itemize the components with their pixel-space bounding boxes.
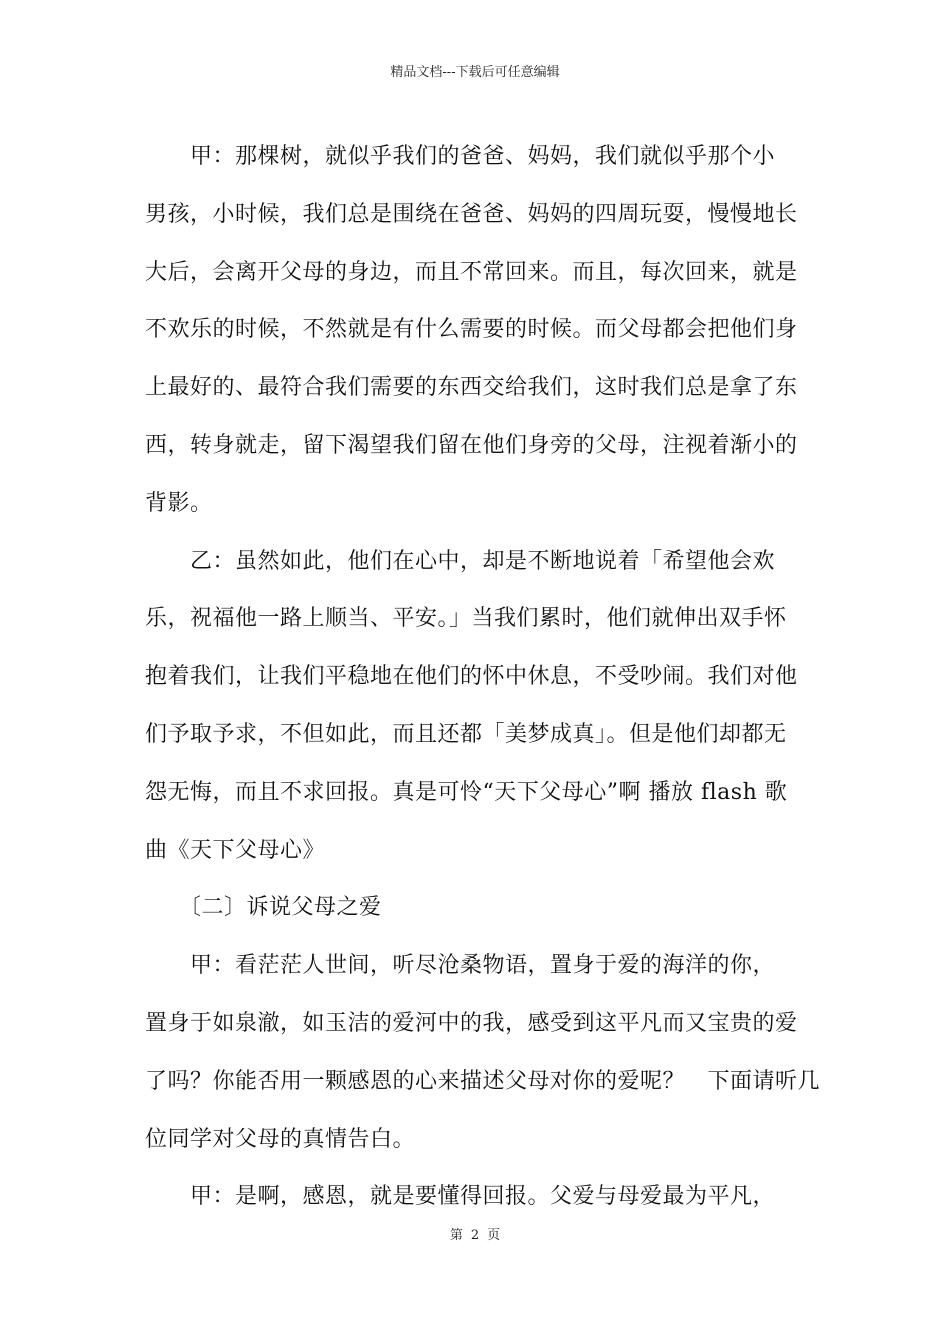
text-line: 甲：是啊，感恩，就是要懂得回报。父爱与母爱最为平凡， <box>145 1184 776 1210</box>
text-line: 不欢乐的时候，不然就是有什么需要的时候。而父母都会把他们身 <box>145 317 798 343</box>
text-line: 西，转身就走，留下渴望我们留在他们身旁的父母，注视着渐小的 <box>145 432 798 458</box>
text-line: 位同学对父母的真情告白。 <box>145 1126 416 1152</box>
page-footer <box>0 1227 950 1245</box>
page-number: 2 <box>470 1228 480 1243</box>
text-line: 大后，会离开父母的身边，而且不常回来。而且，每次回来，就是 <box>145 259 798 285</box>
text-line: 男孩，小时候，我们总是围绕在爸爸、妈妈的四周玩耍，慢慢地长 <box>145 201 798 227</box>
text-line: 置身于如泉澈，如玉洁的爱河中的我，感受到这平凡而又宝贵的爱 <box>145 1010 798 1036</box>
paragraph <box>145 533 807 880</box>
text-line: 怨无悔，而且不求回报。真是可怜“天下父母心”啊 播放 flash 歌 <box>145 779 788 805</box>
text-line: 乙：虽然如此，他们在心中，却是不断地说着「希望他会欢 <box>145 548 776 574</box>
text-line: 甲：那棵树，就似乎我们的爸爸、妈妈，我们就似乎那个小 <box>145 144 776 169</box>
paragraph <box>145 937 821 1168</box>
text-line: 〔二〕诉说父母之爱 <box>145 895 382 921</box>
text-line: 上最好的、最符合我们需要的东西交给我们，这时我们总是拿了东 <box>145 375 798 401</box>
text-line: 们予取予求，不但如此，而且还都「美梦成真」。但是他们却都无 <box>145 721 787 747</box>
text-line: 了吗？你能否用一颗感恩的心来描述父母对你的爱呢？ 下面请听几 <box>145 1068 821 1094</box>
page-label-prefix: 第 <box>449 1228 463 1243</box>
paragraph <box>145 1168 807 1226</box>
page-header: 精品文档---下载后可任意编辑 <box>390 65 560 80</box>
paragraph <box>145 128 807 533</box>
text-line: 乐，祝福他一路上顺当、平安。」当我们累时，他们就伸出双手怀 <box>145 606 787 632</box>
document-body <box>145 128 821 1226</box>
page-label-suffix: 页 <box>487 1228 501 1243</box>
text-line: 曲《天下父母心》 <box>145 837 326 863</box>
text-line: 背影。 <box>145 490 213 516</box>
section-heading <box>145 879 807 937</box>
text-line: 甲：看茫茫人世间，听尽沧桑物语，置身于爱的海洋的你， <box>145 953 776 979</box>
text-line: 抱着我们，让我们平稳地在他们的怀中休息，不受吵闹。我们对他 <box>145 664 798 690</box>
